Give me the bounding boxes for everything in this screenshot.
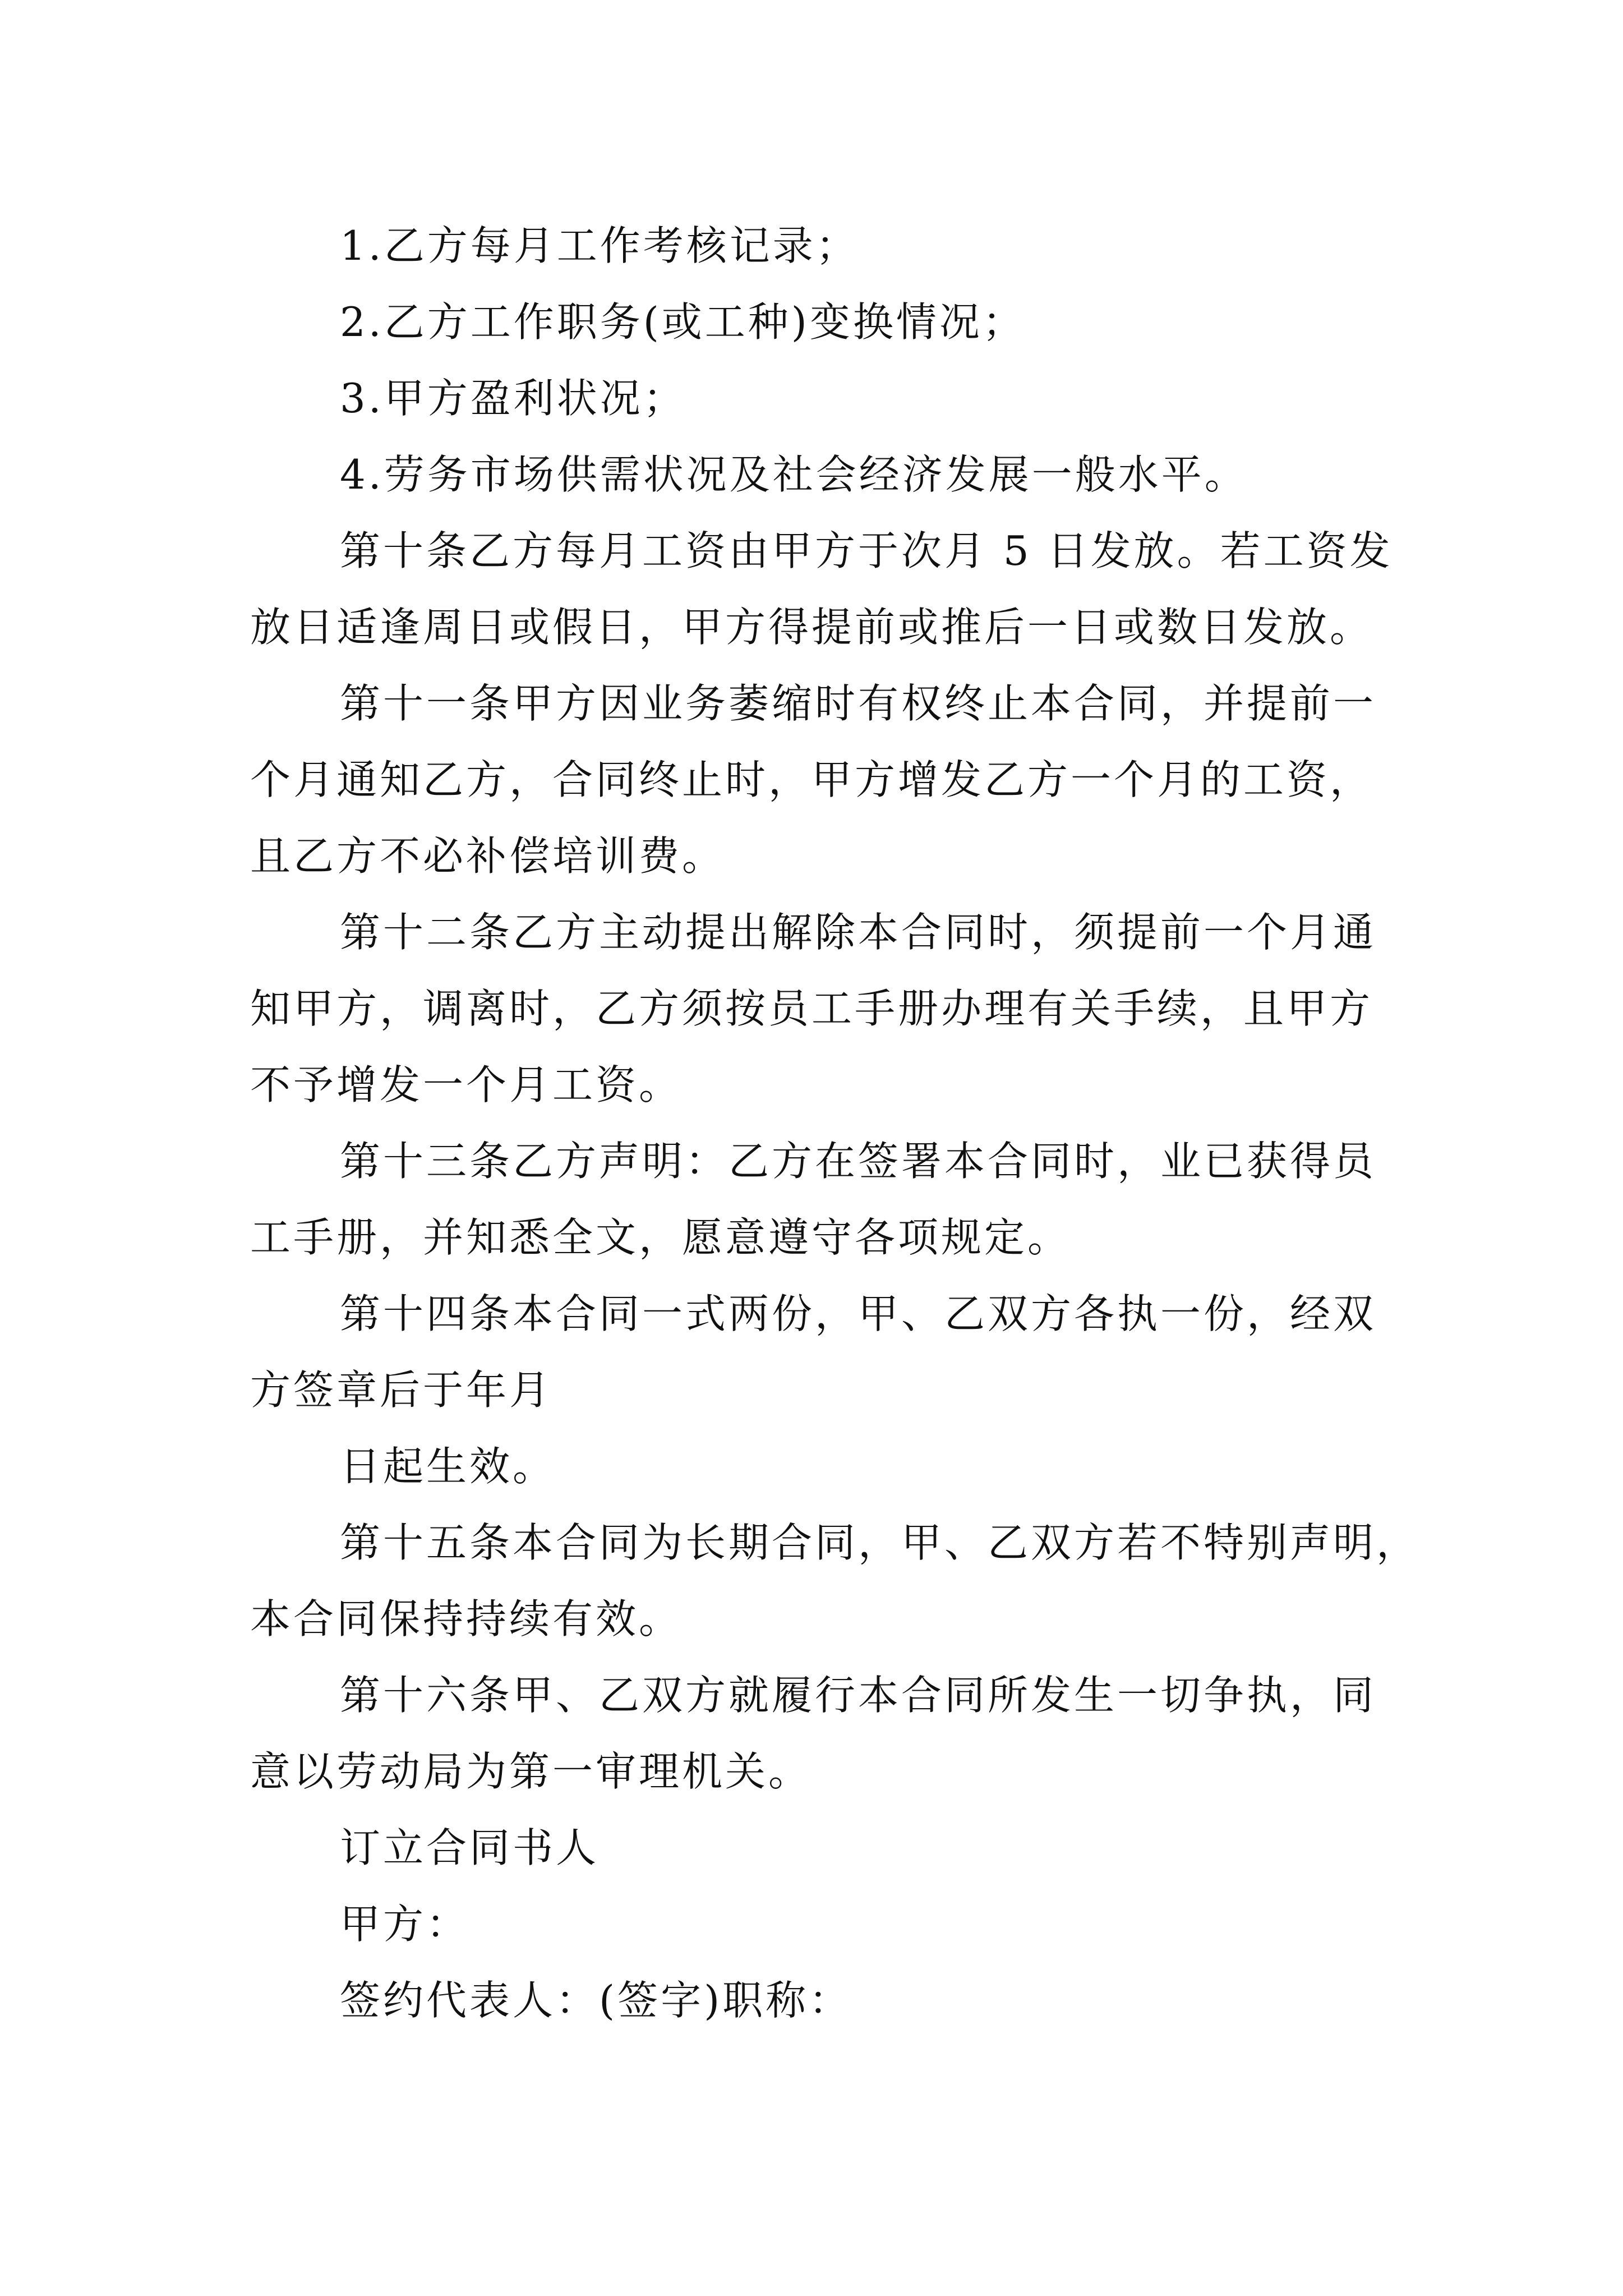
document-body [250,208,1420,2039]
list-item-4: 4.劳务市场供需状况及社会经济发展一般水平。 [340,451,1248,498]
article-11-line-3: 且乙方不必补偿培训费。 [250,832,726,880]
party-a-label: 甲方： [340,1901,470,1948]
list-item-2: 2.乙方工作职务(或工种)变换情况； [340,298,1026,346]
article-15-line-1: 第十五条本合同为长期合同，甲、乙双方若不特别声明， [340,1519,1420,1566]
signatories-heading: 订立合同书人 [340,1824,600,1871]
article-12-line-1: 第十二条乙方主动提出解除本合同时，须提前一个月通 [340,909,1377,956]
article-11-line-1: 第十一条甲方因业务萎缩时有权终止本合同，并提前一 [340,680,1377,727]
article-12-line-3: 不予增发一个月工资。 [250,1061,683,1108]
article-11-line-2: 个月通知乙方，合同终止时，甲方增发乙方一个月的工资， [250,756,1373,803]
list-item-1: 1.乙方每月工作考核记录； [340,222,859,269]
signing-representative-label: 签约代表人：(签字)职称： [340,1977,852,2024]
article-16-line-2: 意以劳动局为第一审理机关。 [250,1748,812,1795]
article-12-line-2: 知甲方，调离时，乙方须按员工手册办理有关手续，且甲方 [250,985,1373,1032]
article-10-line-1: 第十条乙方每月工资由甲方于次月 5 日发放。若工资发 [340,527,1393,574]
article-16-line-1: 第十六条甲、乙双方就履行本合同所发生一切争执，同 [340,1672,1377,1719]
article-14-line-3: 日起生效。 [340,1443,556,1490]
list-item-3: 3.甲方盈利状况； [340,375,686,422]
article-13-line-1: 第十三条乙方声明：乙方在签署本合同时，业已获得员 [340,1138,1377,1185]
article-15-line-2: 本合同保持持续有效。 [250,1595,683,1642]
article-14-line-2: 方签章后于年月 [250,1366,553,1414]
article-13-line-2: 工手册，并知悉全文，愿意遵守各项规定。 [250,1214,1071,1261]
article-14-line-1: 第十四条本合同一式两份，甲、乙双方各执一份，经双 [340,1290,1377,1337]
article-10-line-2: 放日适逢周日或假日，甲方得提前或推后一日或数日发放。 [250,604,1373,651]
